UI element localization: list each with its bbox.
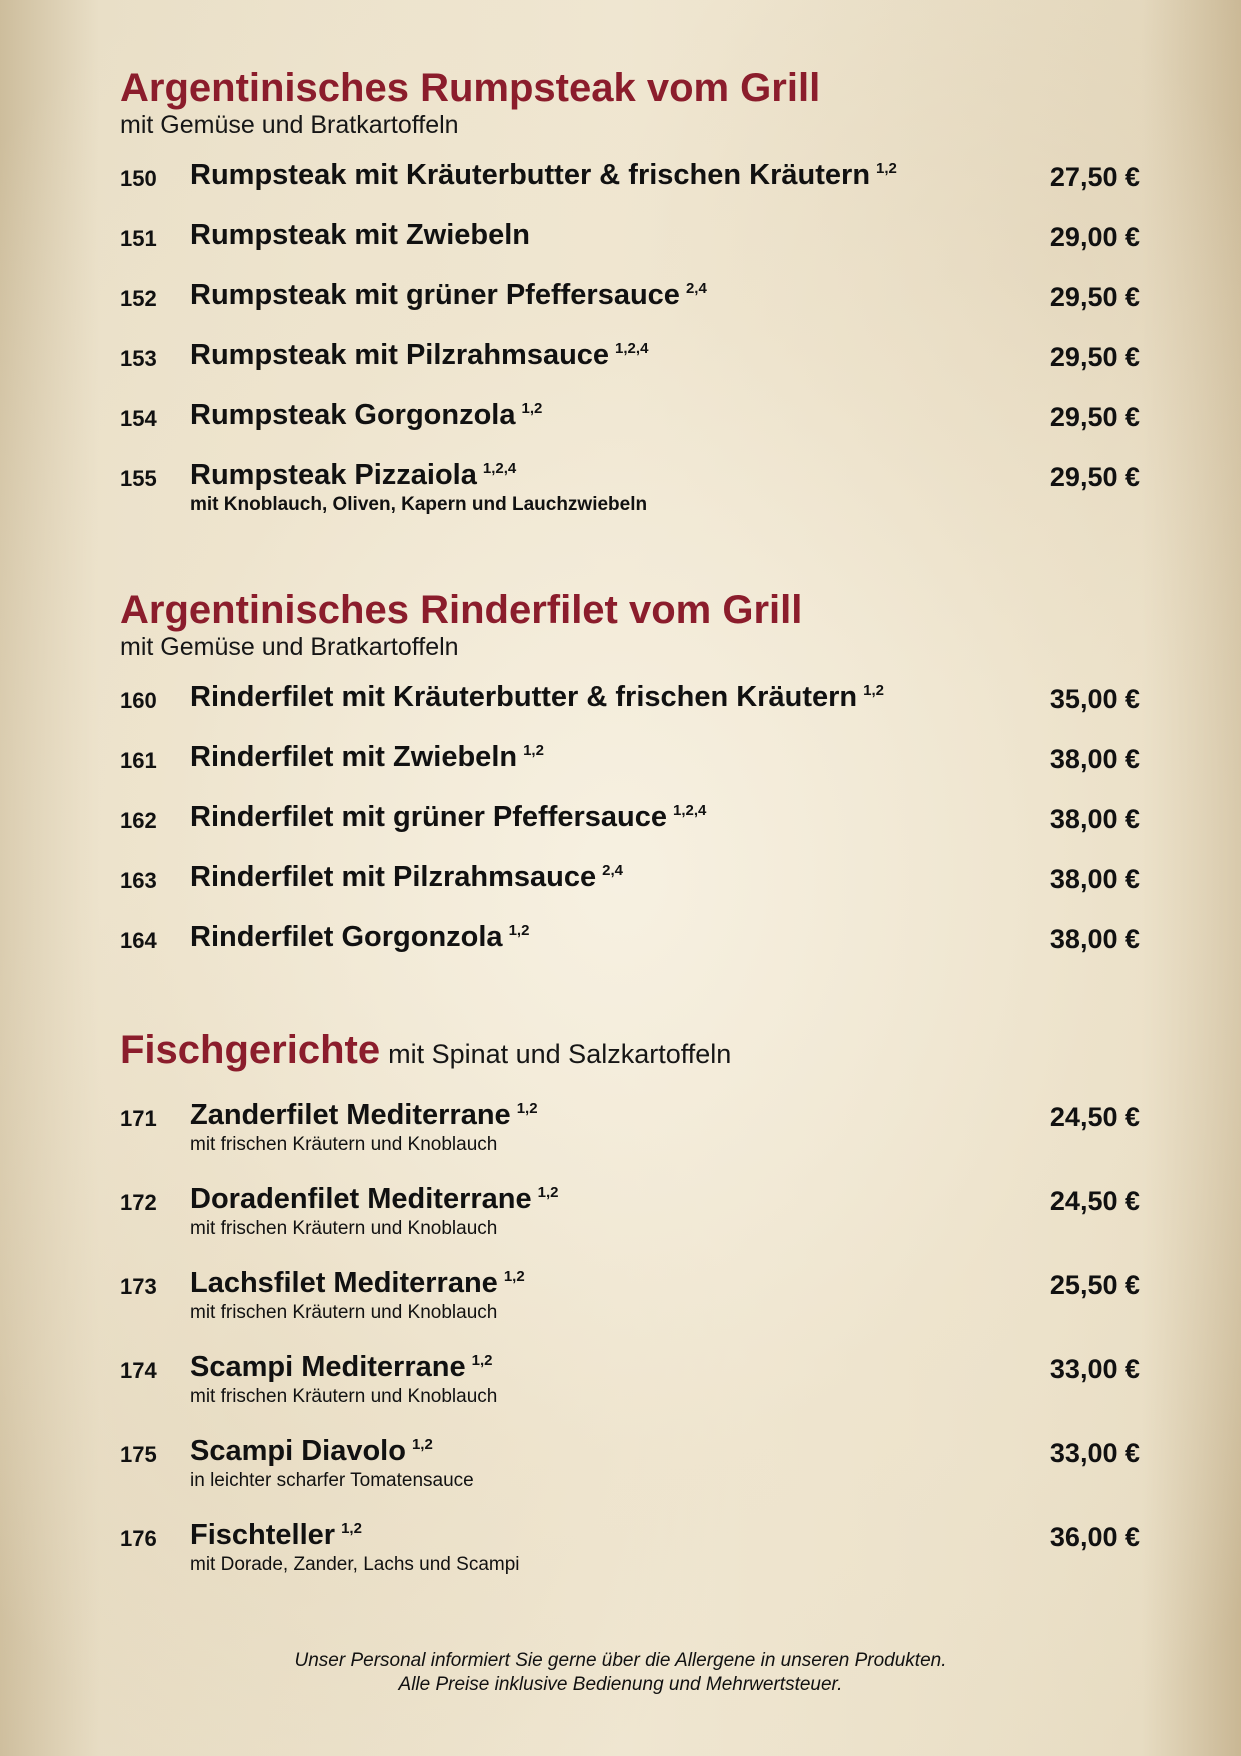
item-price: 38,00 € bbox=[1049, 804, 1140, 834]
menu-item bbox=[120, 456, 1140, 540]
item-number: 164 bbox=[120, 928, 157, 953]
section-title-text: Fischgerichte bbox=[120, 1028, 381, 1072]
item-name-text: Lachsfilet Mediterrane bbox=[190, 1267, 498, 1299]
menu-item bbox=[120, 1348, 1140, 1432]
item-name bbox=[190, 338, 648, 372]
item-name bbox=[190, 1098, 538, 1132]
item-name bbox=[190, 458, 516, 492]
item-name-text: Rumpsteak mit Kräuterbutter & frischen Kräutern bbox=[190, 159, 871, 191]
section-title bbox=[120, 1028, 1140, 1076]
menu-item bbox=[120, 798, 1140, 858]
item-number: 174 bbox=[120, 1358, 157, 1383]
menu-item bbox=[120, 1180, 1140, 1264]
item-name bbox=[190, 158, 897, 192]
item-number: 163 bbox=[120, 868, 157, 893]
item-name-text: Rumpsteak mit grüner Pfeffersauce bbox=[190, 279, 680, 311]
item-price: 38,00 € bbox=[1049, 924, 1140, 954]
item-name-text: Scampi Diavolo bbox=[190, 1435, 406, 1467]
item-price: 25,50 € bbox=[1049, 1270, 1140, 1300]
item-name-text: Rinderfilet mit grüner Pfeffersauce bbox=[190, 801, 667, 833]
item-price: 38,00 € bbox=[1049, 864, 1140, 894]
item-name bbox=[190, 218, 530, 252]
item-description: mit frischen Kräutern und Knoblauch bbox=[190, 1302, 498, 1323]
item-description: mit frischen Kräutern und Knoblauch bbox=[190, 1218, 498, 1239]
section-subtitle: mit Spinat und Salzkartoffeln bbox=[388, 1039, 732, 1069]
item-description: in leichter scharfer Tomatensauce bbox=[190, 1470, 474, 1491]
item-number: 160 bbox=[120, 688, 157, 713]
item-description: mit frischen Kräutern und Knoblauch bbox=[190, 1134, 498, 1155]
item-name-text: Rinderfilet Gorgonzola bbox=[190, 921, 503, 953]
allergen-codes: 2,4 bbox=[685, 280, 707, 297]
allergen-codes: 1,2,4 bbox=[482, 460, 517, 477]
section-subtitle: mit Gemüse und Bratkartoffeln bbox=[120, 633, 459, 661]
item-number: 173 bbox=[120, 1274, 157, 1299]
item-name-text: Fischteller bbox=[190, 1519, 336, 1551]
item-number: 176 bbox=[120, 1526, 157, 1551]
allergen-codes: 1,2 bbox=[508, 922, 530, 939]
item-price: 36,00 € bbox=[1049, 1522, 1140, 1552]
allergen-codes: 1,2 bbox=[516, 1100, 538, 1117]
allergen-codes: 1,2,4 bbox=[673, 802, 707, 819]
item-name-text: Rumpsteak mit Zwiebeln bbox=[190, 219, 531, 251]
allergen-codes: 1,2,4 bbox=[615, 340, 649, 357]
menu-item bbox=[120, 396, 1140, 456]
item-number: 151 bbox=[120, 226, 157, 251]
allergen-codes: 1,2 bbox=[341, 1520, 362, 1537]
item-price: 24,50 € bbox=[1049, 1186, 1140, 1216]
menu-item bbox=[120, 156, 1140, 216]
section-subtitle: mit Gemüse und Bratkartoffeln bbox=[120, 111, 459, 139]
menu-item bbox=[120, 738, 1140, 798]
item-number: 162 bbox=[120, 808, 157, 833]
item-price: 29,00 € bbox=[1049, 222, 1140, 252]
allergen-codes: 1,2 bbox=[521, 400, 543, 417]
item-price: 29,50 € bbox=[1049, 462, 1140, 492]
footer-allergen-note: Unser Personal informiert Sie gerne über die Allergene in unseren Produkten. bbox=[294, 1650, 947, 1671]
item-price: 27,50 € bbox=[1049, 162, 1140, 192]
item-description: mit Dorade, Zander, Lachs und Scampi bbox=[190, 1554, 520, 1575]
item-name-text: Rinderfilet mit Kräuterbutter & frischen Kräutern bbox=[190, 681, 858, 713]
item-price: 29,50 € bbox=[1049, 342, 1140, 372]
item-price: 29,50 € bbox=[1049, 282, 1140, 312]
section-rinderfilet bbox=[120, 588, 1140, 978]
item-name bbox=[190, 1350, 492, 1384]
item-number: 171 bbox=[120, 1106, 157, 1131]
menu-item bbox=[120, 1516, 1140, 1600]
item-price: 29,50 € bbox=[1049, 402, 1140, 432]
allergen-codes: 1,2 bbox=[471, 1352, 493, 1369]
item-price: 24,50 € bbox=[1049, 1102, 1140, 1132]
item-number: 153 bbox=[120, 346, 157, 371]
item-description: mit Knoblauch, Oliven, Kapern und Lauchzwiebeln bbox=[190, 494, 648, 515]
item-name bbox=[190, 920, 529, 954]
menu-item bbox=[120, 1432, 1140, 1516]
item-name-text: Zanderfilet Mediterrane bbox=[190, 1099, 511, 1131]
item-price: 35,00 € bbox=[1049, 684, 1140, 714]
item-number: 154 bbox=[120, 406, 157, 431]
footer-note bbox=[0, 1649, 1241, 1697]
allergen-codes: 1,2 bbox=[537, 1184, 559, 1201]
allergen-codes: 1,2 bbox=[876, 160, 897, 177]
item-name-text: Rumpsteak Pizzaiola bbox=[190, 459, 477, 491]
item-name bbox=[190, 1434, 433, 1468]
item-name-text: Rinderfilet mit Zwiebeln bbox=[190, 741, 518, 773]
item-name-text: Scampi Mediterrane bbox=[190, 1351, 466, 1383]
menu-item bbox=[120, 1264, 1140, 1348]
item-price: 38,00 € bbox=[1049, 744, 1140, 774]
item-name-text: Doradenfilet Mediterrane bbox=[190, 1183, 532, 1215]
item-price: 33,00 € bbox=[1049, 1354, 1140, 1384]
menu-item bbox=[120, 216, 1140, 276]
item-name bbox=[190, 800, 706, 834]
item-number: 152 bbox=[120, 286, 157, 311]
allergen-codes: 1,2 bbox=[411, 1436, 433, 1453]
menu-item bbox=[120, 336, 1140, 396]
item-name-text: Rinderfilet mit Pilzrahmsauce bbox=[190, 861, 597, 893]
footer-price-note: Alle Preise inklusive Bedienung und Mehrwertsteuer. bbox=[398, 1674, 843, 1695]
item-name bbox=[190, 1266, 525, 1300]
item-number: 172 bbox=[120, 1190, 157, 1215]
item-name bbox=[190, 740, 544, 774]
menu-item bbox=[120, 276, 1140, 336]
section-fischgerichte bbox=[120, 1028, 1140, 1600]
item-number: 155 bbox=[120, 466, 157, 491]
item-name bbox=[190, 278, 707, 312]
allergen-codes: 2,4 bbox=[602, 862, 623, 879]
item-number: 150 bbox=[120, 166, 157, 191]
section-title: Argentinisches Rinderfilet vom Grill bbox=[120, 588, 803, 632]
item-description: mit frischen Kräutern und Knoblauch bbox=[190, 1386, 498, 1407]
item-name bbox=[190, 860, 623, 894]
item-name-text: Rumpsteak mit Pilzrahmsauce bbox=[190, 339, 610, 371]
section-rumpsteak bbox=[120, 66, 1140, 540]
menu-item bbox=[120, 1096, 1140, 1180]
item-price: 33,00 € bbox=[1049, 1438, 1140, 1468]
menu-item bbox=[120, 678, 1140, 738]
item-name bbox=[190, 398, 542, 432]
menu-item bbox=[120, 918, 1140, 978]
allergen-codes: 1,2 bbox=[523, 742, 544, 759]
section-title: Argentinisches Rumpsteak vom Grill bbox=[120, 66, 821, 110]
allergen-codes: 1,2 bbox=[503, 1268, 525, 1285]
item-name bbox=[190, 1518, 362, 1552]
item-name bbox=[190, 680, 884, 714]
item-number: 161 bbox=[120, 748, 157, 773]
item-name-text: Rumpsteak Gorgonzola bbox=[190, 399, 516, 431]
menu-item bbox=[120, 858, 1140, 918]
allergen-codes: 1,2 bbox=[863, 682, 884, 699]
item-number: 175 bbox=[120, 1442, 157, 1467]
item-name bbox=[190, 1182, 559, 1216]
